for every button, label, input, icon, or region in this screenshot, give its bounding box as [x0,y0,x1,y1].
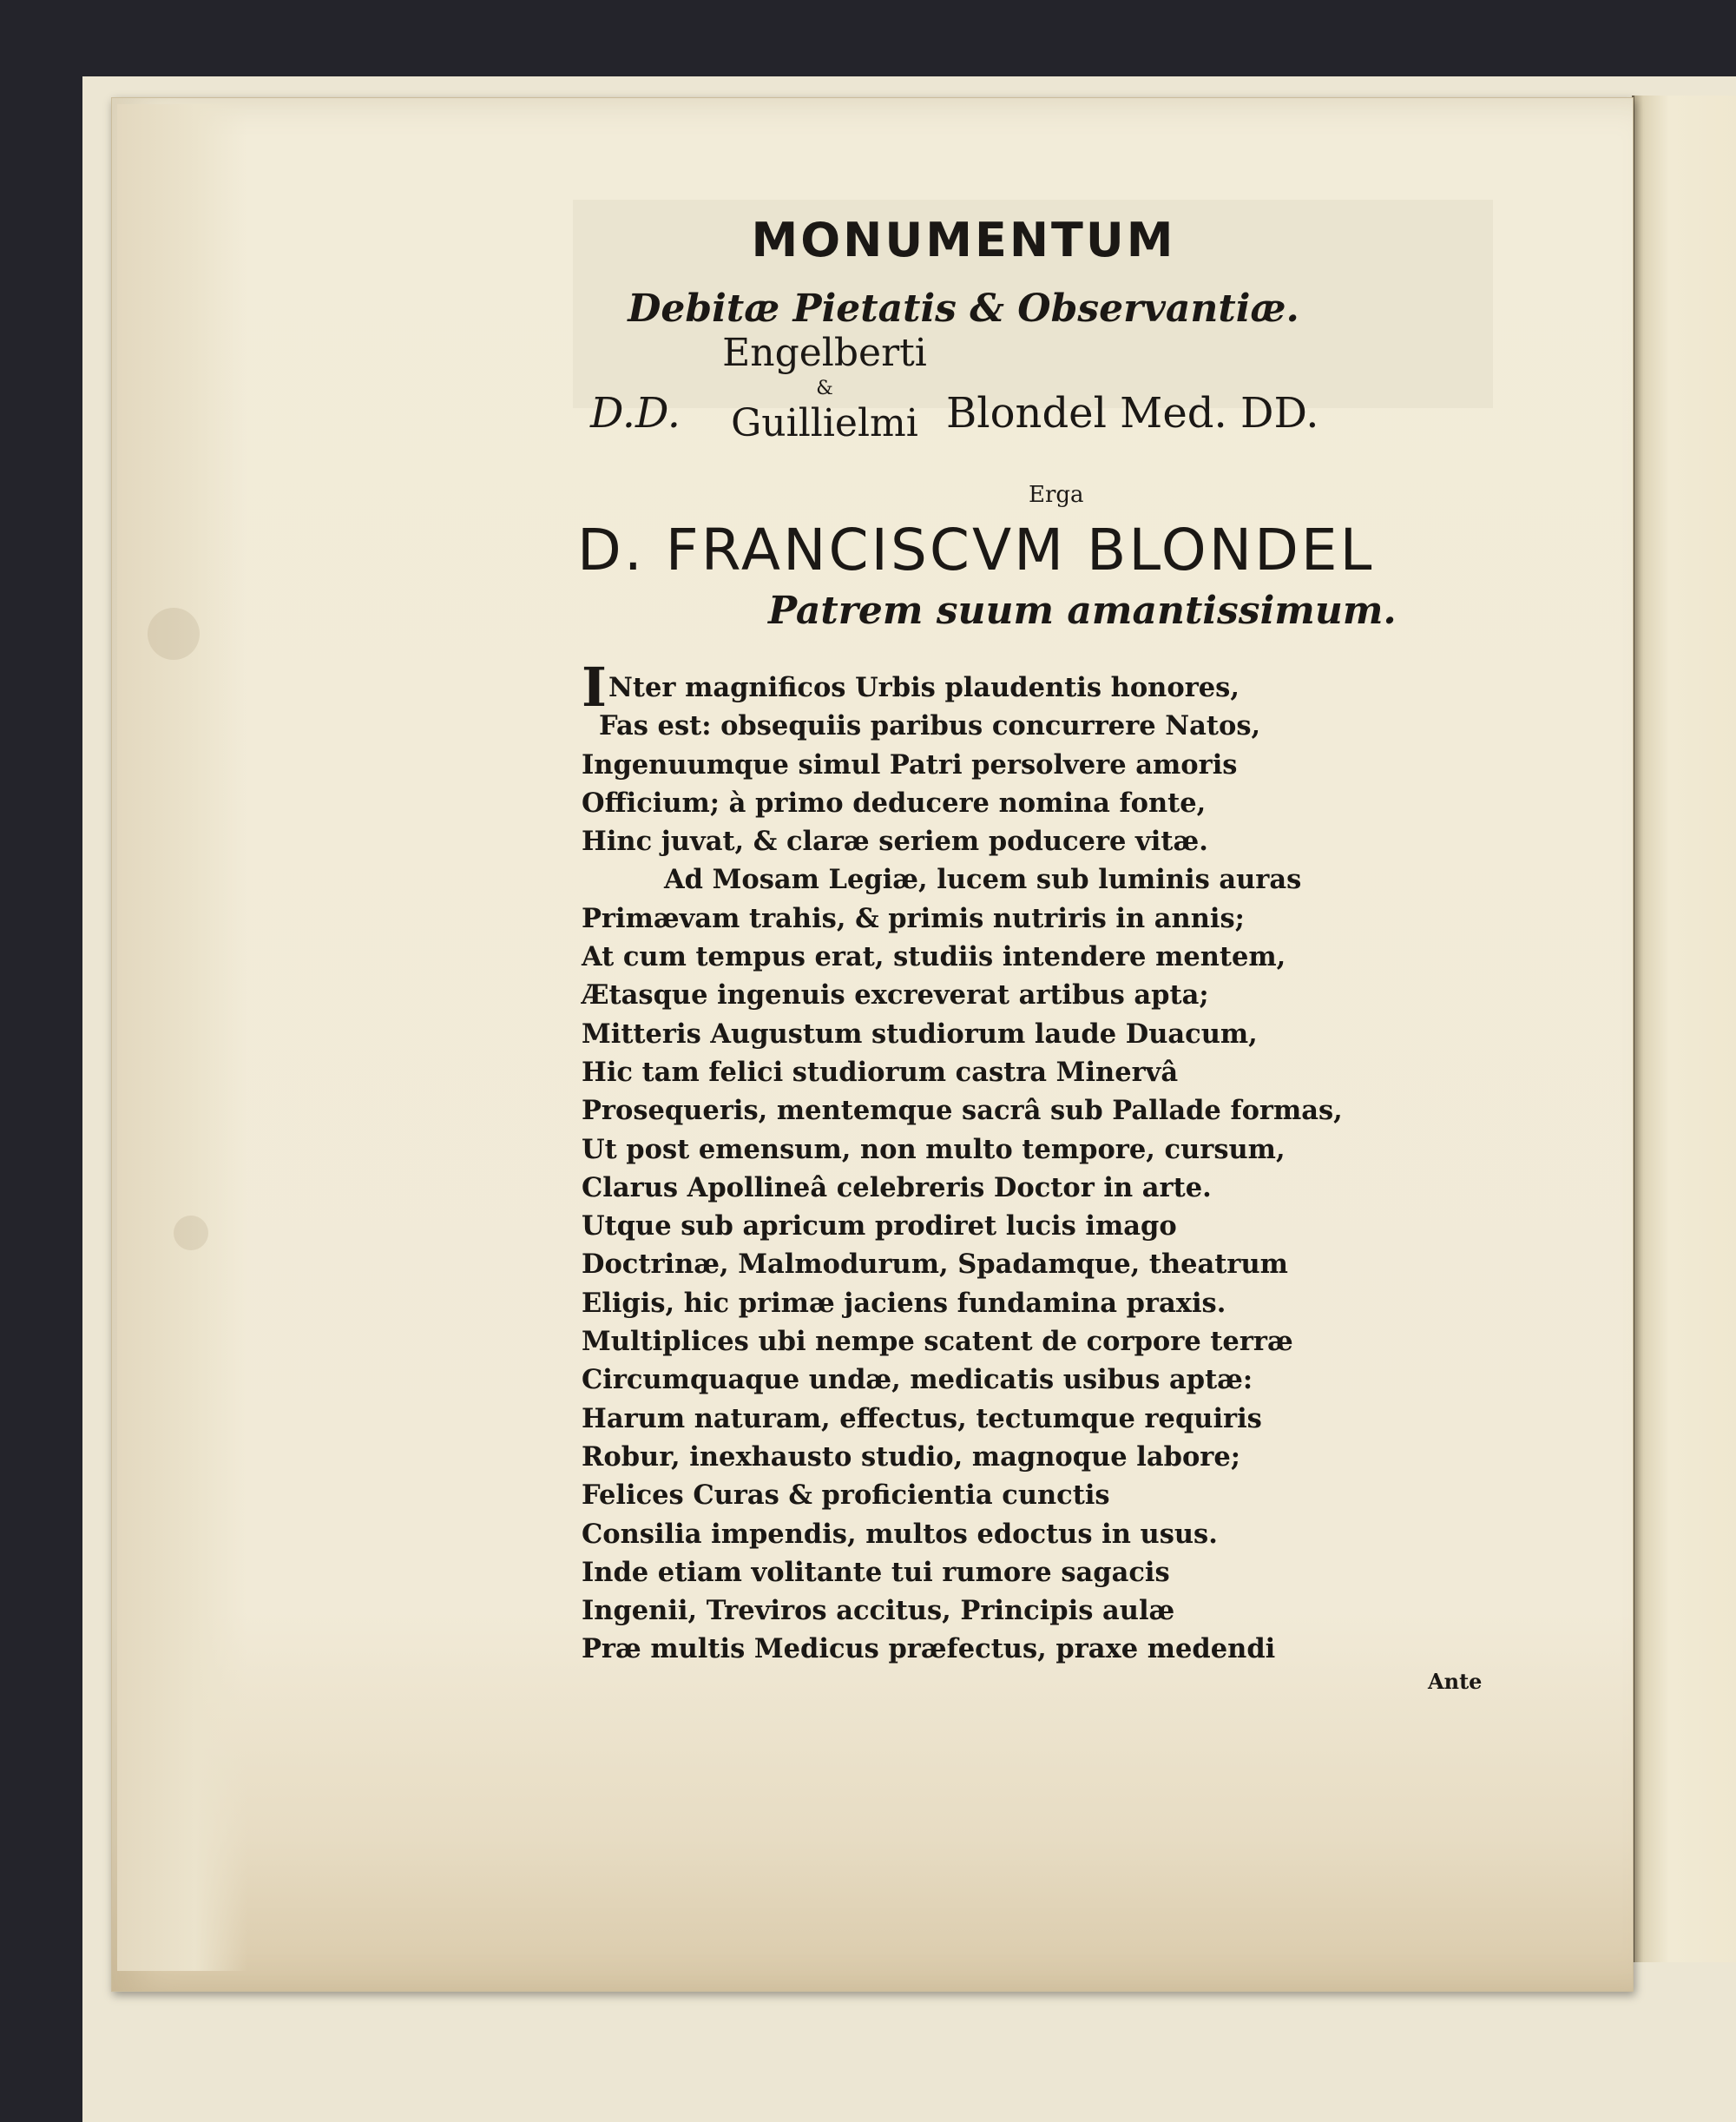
name-guillielmi: Guillielmi [731,401,918,446]
poem-line: Utque sub apricum prodiret lucis imago [582,1210,1177,1242]
dd-prefix: D.D. [590,389,681,438]
poem-line: Felices Curas & proficientia cunctis [582,1479,1110,1512]
poem-line: Robur, inexhausto studio, magnoque labore; [582,1440,1241,1473]
foxing-spot [148,608,200,660]
poem-body [582,656,1450,1669]
poem-line: At cum tempus erat, studiis intendere mentem, [582,941,1286,973]
poem-line: Hinc juvat, & claræ seriem poducere vitæ. [582,826,1208,858]
poem-line: Primævam trahis, & primis nutriris in annis; [582,902,1245,934]
poem-line: Multiplices ubi nempe scatent de corpore terræ [582,1326,1293,1358]
poem-line: Inde etiam volitante tui rumore sagacis [582,1556,1170,1588]
name-engelberti: Engelberti [722,331,927,375]
poem-line: Mitteris Augustum studiorum laude Duacum, [582,1018,1258,1050]
erga-label: Erga [1029,482,1084,508]
poem-line: Ut post emensum, non multo tempore, cursum, [582,1133,1286,1165]
poem-line: Fas est: obsequiis paribus concurrere Natos, [599,710,1261,742]
poem-line: Ingenii, Treviros accitus, Principis aulæ [582,1595,1175,1627]
facing-page-edge [1632,96,1736,1962]
surname-line: Blondel Med. DD. [946,389,1319,438]
poem-line: Hic tam felici studiorum castra Minervâ [582,1056,1179,1088]
name-ampersand: & [816,378,833,399]
page-title: MONUMENTUM [751,213,1176,267]
poem-line: Prosequeris, mentemque sacrâ sub Pallade formas, [582,1095,1343,1127]
binding-gutter [117,104,247,1971]
poem-line: Consilia impendis, multos edoctus in usus. [582,1518,1218,1550]
poem-line: Clarus Apollineâ celebreris Doctor in arte. [582,1171,1212,1203]
poem-line: Eligis, hic primæ jaciens fundamina praxis. [582,1287,1226,1319]
poem-line: Officium; à primo deducere nomina fonte, [582,787,1207,819]
poem-line: Ad Mosam Legiæ, lucem sub luminis auras [664,864,1302,896]
poem-line: Harum naturam, effectus, tectumque requiris [582,1402,1262,1434]
foxing-spot [174,1216,208,1250]
poem-line: I Nter magnificos Urbis plaudentis honores, [582,656,1240,719]
catchword: Ante [1428,1669,1483,1694]
recipient-name: D. FRANCISCVM BLONDEL [577,517,1375,583]
dedication-subtitle: Debitæ Pietatis & Observantiæ. [628,287,1299,331]
names-stack [712,331,937,446]
poem-line: Ætasque ingenuis excreverat artibus apta; [582,979,1209,1012]
recipient-subtitle: Patrem suum amantissimum. [768,589,1397,633]
poem-line: Præ multis Medicus præfectus, praxe medendi [582,1633,1276,1665]
poem-line: Doctrinæ, Malmodurum, Spadamque, theatrum [582,1249,1288,1281]
poem-line: Circumquaque undæ, medicatis usibus aptæ: [582,1364,1253,1396]
drop-cap: I [582,656,608,719]
poem-line: Ingenuumque simul Patri persolvere amoris [582,748,1238,781]
